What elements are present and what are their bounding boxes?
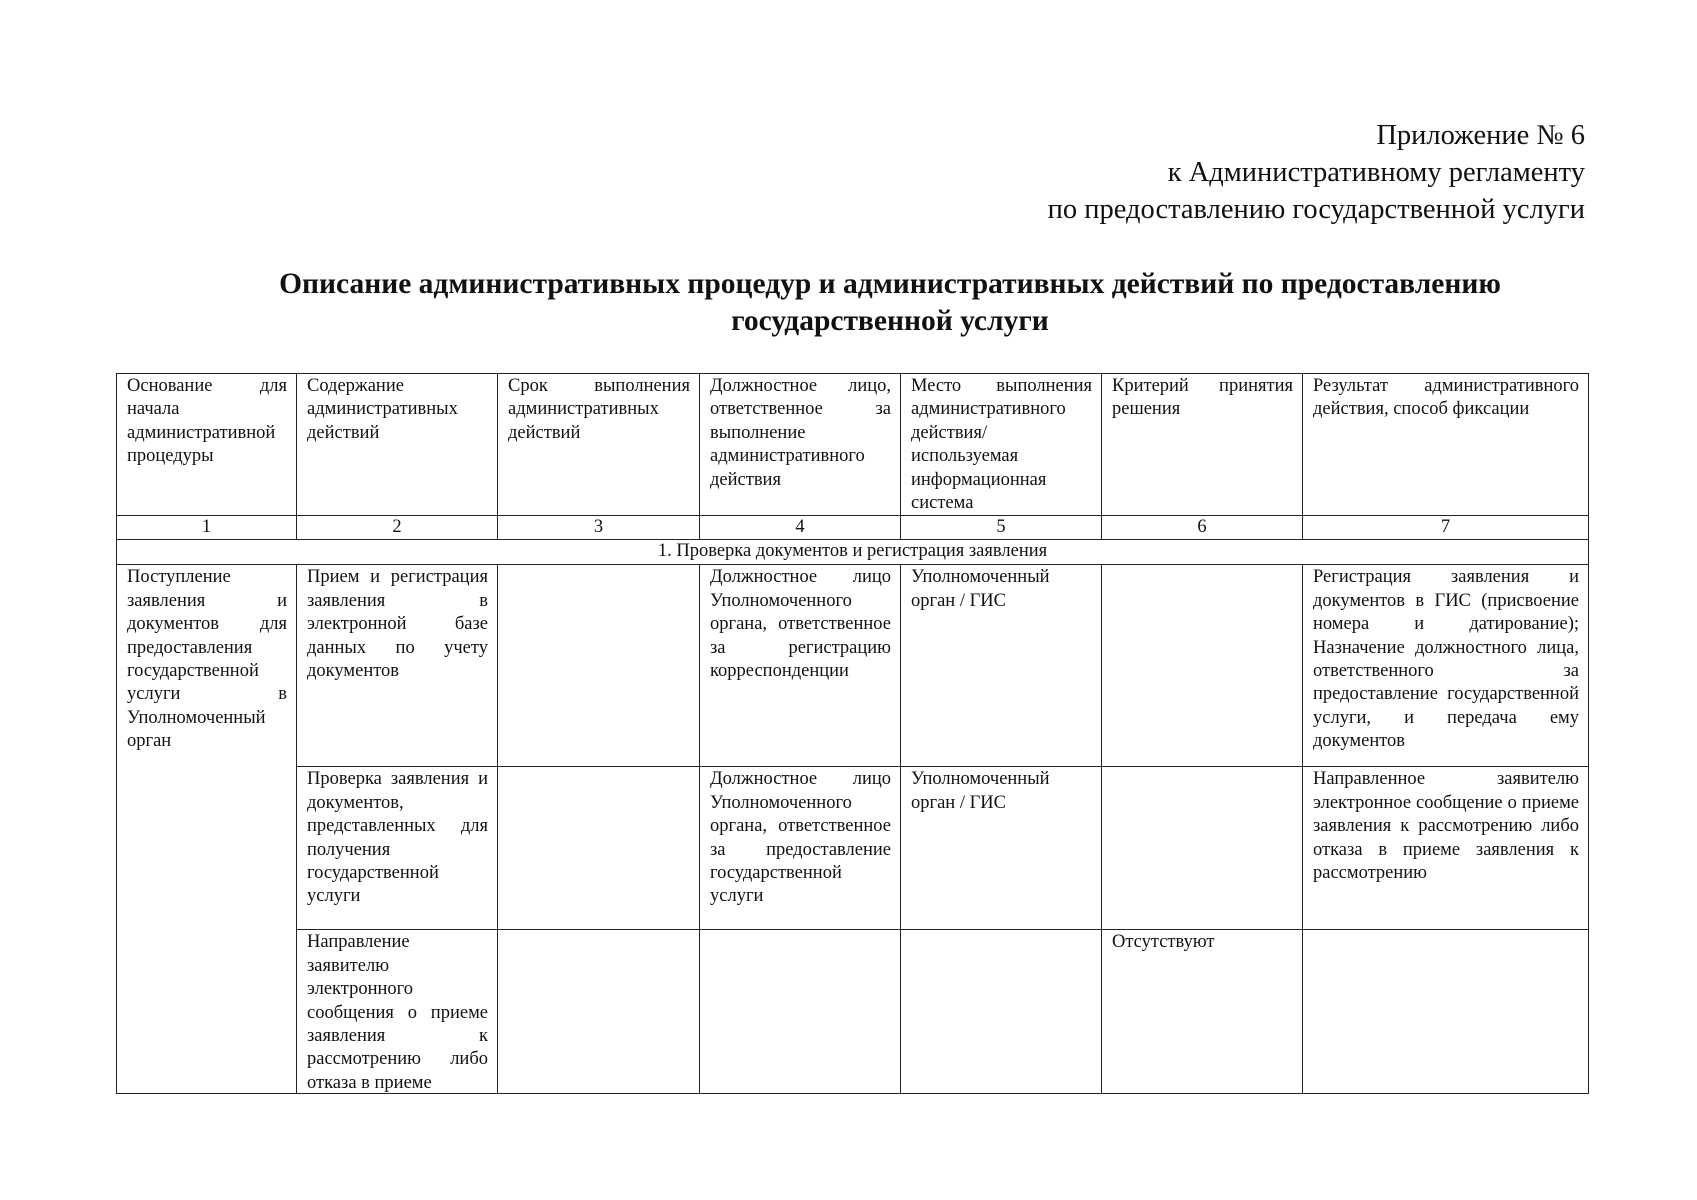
result-cell <box>1303 930 1589 1094</box>
table-row <box>117 767 1589 930</box>
document-title <box>200 266 1580 340</box>
official-cell: Должностное лицо Уполномоченного органа, ответственное за регистрацию корреспонденции <box>700 565 901 767</box>
criterion-cell <box>1102 767 1303 930</box>
header-row <box>117 374 1589 516</box>
column-number: 1 <box>117 516 297 540</box>
document-title-line-1: Описание административных процедур и административных действий по предоставлению <box>279 268 1501 300</box>
section-row <box>117 540 1589 565</box>
action-text: Направление заявителю электронного сообщения о приеме заявления к рассмотрению либо отказа в приеме <box>307 932 488 1093</box>
header-cell: Критерий принятия решения <box>1102 374 1303 516</box>
header-cell: Результат административного действия, способ фиксации <box>1303 374 1589 516</box>
appendix-regulation: к Административному регламенту <box>1167 157 1585 188</box>
document-title-line-2: государственной услуги <box>731 305 1049 337</box>
appendix-number: Приложение № 6 <box>1376 120 1585 151</box>
action-cell <box>297 930 498 1094</box>
result-cell: Направленное заявителю электронное сообщение о приеме заявления к рассмотрению либо отказа в приеме заявления к рассмотрению <box>1303 767 1589 930</box>
place-cell: Уполномоченный орган / ГИС <box>901 767 1102 930</box>
appendix-service: по предоставлению государственной услуги <box>1047 194 1585 225</box>
header-cell: Срок выполнения административных действий <box>498 374 700 516</box>
appendix-header <box>1048 117 1585 228</box>
place-cell: Уполномоченный орган / ГИС <box>901 565 1102 767</box>
term-cell <box>498 930 700 1094</box>
result-cell: Регистрация заявления и документов в ГИС (присвоение номера и датирование); Назначение должностного лица, ответственного за предоставление государственной услуги, и передача ему документов <box>1303 565 1589 767</box>
term-cell <box>498 767 700 930</box>
column-number: 5 <box>901 516 1102 540</box>
table-row <box>117 565 1589 767</box>
table-row <box>117 930 1589 1094</box>
action-cell: Прием и регистрация заявления в электронной базе данных по учету документов <box>297 565 498 767</box>
header-cell: Основание для начала административной процедуры <box>117 374 297 516</box>
column-number: 3 <box>498 516 700 540</box>
header-cell: Место выполнения административного действия/используемая информационная система <box>901 374 1102 516</box>
column-number: 7 <box>1303 516 1589 540</box>
procedures-table <box>116 373 1589 1094</box>
section-title: 1. Проверка документов и регистрация заявления <box>117 540 1589 565</box>
column-number: 2 <box>297 516 498 540</box>
official-cell: Должностное лицо Уполномоченного органа, ответственное за предоставление государственной услуги <box>700 767 901 930</box>
criterion-cell: Отсутствуют <box>1102 930 1303 1094</box>
place-cell <box>901 930 1102 1094</box>
official-cell <box>700 930 901 1094</box>
criterion-cell <box>1102 565 1303 767</box>
column-number-row <box>117 516 1589 540</box>
column-number: 4 <box>700 516 901 540</box>
header-cell: Содержание административных действий <box>297 374 498 516</box>
procedure-basis-cell: Поступление заявления и документов для предоставления государственной услуги в Уполномоченный орган <box>117 565 297 1094</box>
column-number: 6 <box>1102 516 1303 540</box>
action-cell: Проверка заявления и документов, представленных для получения государственной услуги <box>297 767 498 930</box>
header-cell: Должностное лицо, ответственное за выполнение административного действия <box>700 374 901 516</box>
term-cell <box>498 565 700 767</box>
